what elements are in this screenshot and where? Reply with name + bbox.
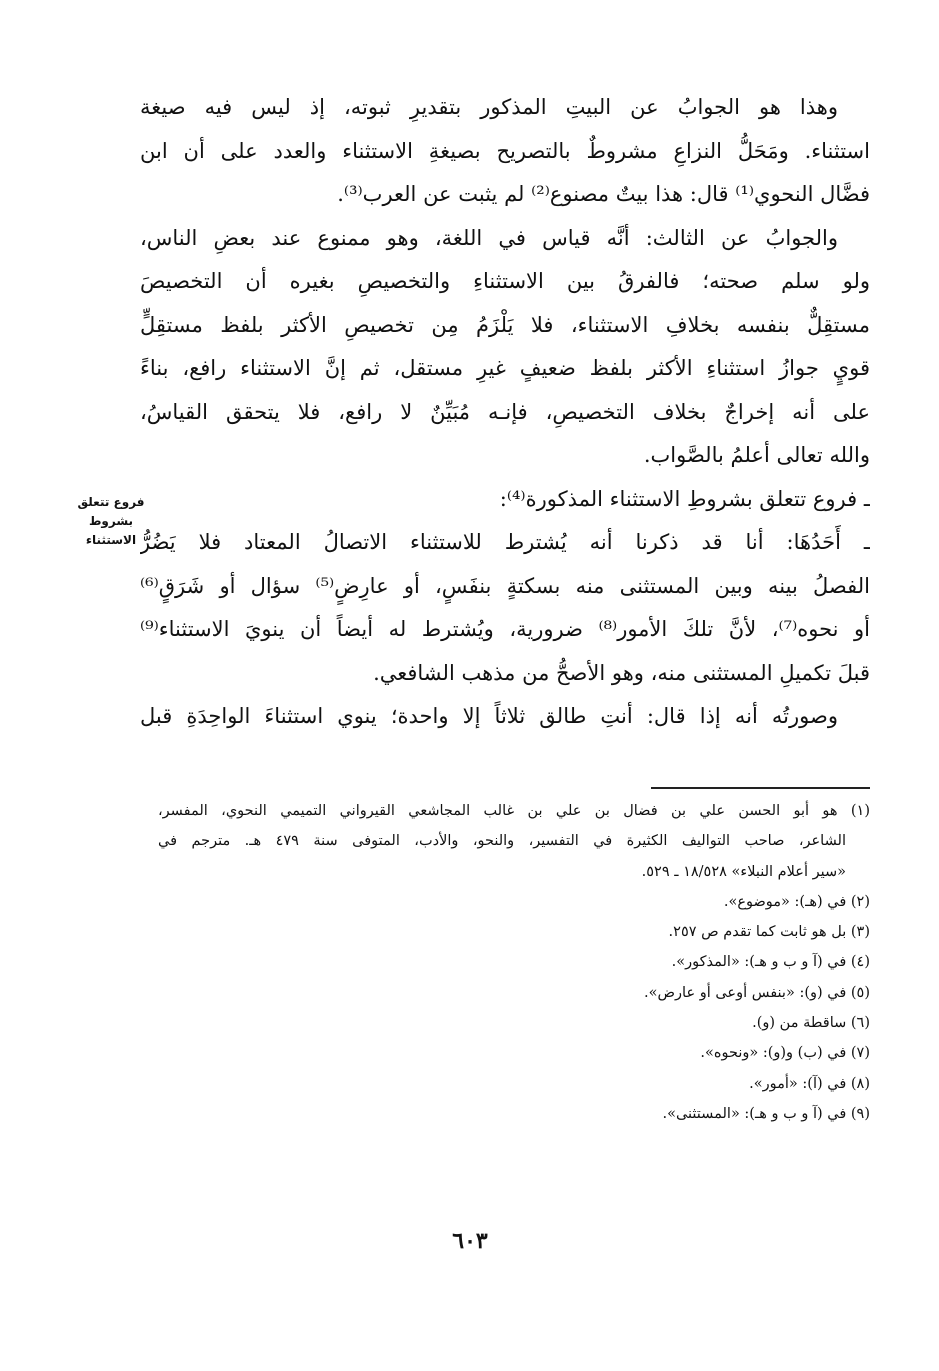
footnote-separator [651,787,870,789]
margin-note [74,493,148,550]
text-line: استثناء. ومَحَلُّ النزاعِ مشروطٌ بالتصريح بصيغةِ الاستثناء والعدد على أن ابن [140,138,870,163]
text-line: وهذا هو الجوابُ عن البيتِ المذكور بتقديرِ ثبوته، إذ ليس فيه صيغة [140,95,838,119]
footnote-line: (٥) في (و): «بنفس أوعى أو عارض». [644,984,870,1001]
margin-note-line: فروع تتعلق [77,495,145,509]
footnote-line: (٨) في (آ): «أمور». [749,1075,870,1092]
text-line: ولو سلم صحته؛ فالفرقُ بين الاستثناءِ والتخصيصِ بغيره أن التخصيصَ [140,269,870,293]
page-number: ٦٠٣ [452,1228,488,1254]
footnote-line: (٣) بل هو ثابت كما تقدم ص ٢٥٧. [668,924,870,941]
main-text-body [140,86,870,739]
text-line: قويٍ جوازُ استثناءِ الأكثر بلفظ ضعيفٍ غيرِ مستقل، ثم إنَّ الاستثناء رافع، بناءً [140,356,870,380]
text-line: والجوابُ عن الثالث: أنَّه قياس في اللغة، وهو ممنوع عند بعضِ الناس، [140,225,838,250]
footnote-line: (١) هو أبو الحسن علي بن فضال بن علي بن غالب المجاشعي القيرواني التميمي النحوي، المفسر، [158,803,870,819]
text-line: الفصلُ بينه وبين المستثنى منه بسكتةٍ بنفَسٍ، أو عارِضٍ⁽⁵⁾ سؤال أو شَرَقٍ⁽⁶⁾ [140,573,870,598]
margin-note-line: الاستثناء [85,533,137,547]
section-heading: ـ فروع تتعلق بشروطِ الاستثناء المذكورة⁽⁴⁾: [499,486,870,511]
footnote-line: (٩) في (آ و ب و هـ): «المستثنى». [662,1105,870,1122]
text-line: أو نحوه⁽⁷⁾، لأنَّ تلكَ الأمور⁽⁸⁾ ضرورية، ويُشترط له أيضاً أن ينويَ الاستثناء⁽⁹⁾ [140,617,870,641]
text-line: ـ أَحَدُهَا: أنا قد ذكرنا أنه يُشترط للاستثناء الاتصالُ المعتاد فلا يَضُرُّ [140,530,870,554]
footnote-line: (٧) في (ب) و(و): «ونحوه». [700,1045,870,1062]
text-line: مستقِلٌّ بنفسه بخلافِ الاستثناء، فلا يَلْزَمُ مِن تخصيصِ الأكثر بلفظ مستقِلٍّ [140,312,870,337]
footnote-line: الشاعر، صاحب التواليف الكثيرة في التفسير، والنحو، والأدب، المتوفى سنة ٤٧٩ هـ. مترجم في [158,833,846,850]
footnote-line: (٦) ساقطة من (و). [752,1015,870,1032]
footnotes [158,796,870,1129]
footnote-line: «سير أعلام النبلاء» ١٨/٥٢٨ ـ ٥٢٩. [641,863,846,880]
text-line: والله تعالى أعلمُ بالصَّواب. [643,443,870,467]
text-line: قبلَ تكميلِ المستثنى منه، وهو الأصحُّ من مذهب الشافعي. [373,660,870,685]
text-line: وصورتُه أنه إذا قال: أنتِ طالق ثلاثاً إلا واحدة؛ ينوي استثناءَ الواحِدَةِ قبل [140,704,838,728]
text-line: على أنه إخراجٌ بخلاف التخصيصِ، فإنـه مُبَيِّنٌ لا رافع، فلا يتحقق القياسُ، [140,399,870,424]
footnote-line: (٢) في (هـ): «موضوع». [723,893,870,910]
footnote-line: (٤) في (آ و ب و هـ): «المذكور». [671,954,870,971]
margin-note-line: بشروط [88,514,134,528]
text-line: فضَّال النحوي⁽¹⁾ قال: هذا بيتٌ مصنوع⁽²⁾ لم يثبت عن العرب⁽³⁾. [337,182,870,206]
